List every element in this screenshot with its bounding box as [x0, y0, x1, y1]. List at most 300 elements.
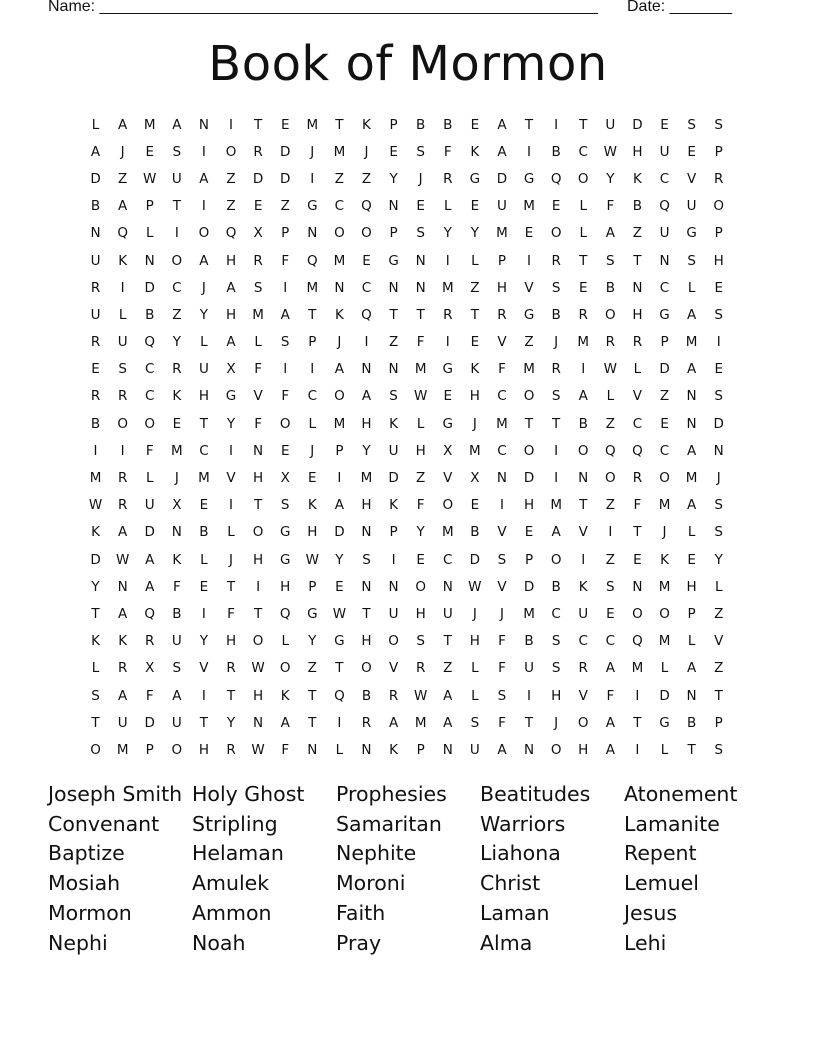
- grid-letter: T: [308, 687, 317, 704]
- grid-letter: O: [334, 388, 345, 405]
- grid-letter: H: [225, 306, 237, 323]
- grid-letter: S: [253, 279, 263, 296]
- grid-letter: P: [145, 741, 154, 758]
- grid-letter: O: [605, 470, 616, 487]
- word-bank-item: Prophesies: [336, 781, 447, 806]
- grid-letter: I: [445, 334, 450, 351]
- grid-letter: P: [389, 225, 398, 242]
- grid-letter: Z: [714, 660, 724, 677]
- grid-letter: J: [662, 524, 667, 541]
- grid-letter: K: [91, 524, 100, 541]
- grid-letter: B: [632, 198, 643, 215]
- grid-letter: I: [527, 252, 532, 269]
- grid-letter: R: [90, 334, 101, 351]
- name-field-label: Name: ________________________________________________________: [48, 0, 598, 15]
- grid-letter: E: [145, 143, 154, 160]
- grid-letter: Q: [605, 442, 616, 459]
- word-bank-item: Lemuel: [624, 871, 699, 896]
- grid-letter: O: [577, 714, 589, 731]
- grid-letter: T: [579, 497, 588, 514]
- grid-letter: O: [659, 605, 670, 622]
- grid-letter: S: [551, 279, 561, 296]
- grid-row: [82, 356, 734, 383]
- grid-letter: R: [578, 660, 588, 677]
- grid-letter: B: [361, 687, 372, 704]
- grid-letter: C: [497, 388, 507, 405]
- grid-letter: N: [144, 252, 155, 269]
- grid-letter: C: [145, 361, 155, 378]
- grid-letter: Z: [416, 470, 426, 487]
- grid-letter: Y: [199, 633, 209, 650]
- grid-letter: Z: [605, 551, 615, 568]
- grid-letter: M: [441, 279, 454, 296]
- grid-letter: E: [633, 551, 642, 568]
- grid-letter: N: [253, 714, 264, 731]
- grid-letter: A: [686, 660, 697, 677]
- grid-letter: A: [226, 279, 236, 296]
- grid-letter: Y: [172, 334, 181, 351]
- grid-letter: T: [91, 605, 100, 622]
- grid-letter: C: [551, 605, 561, 622]
- grid-letter: Q: [279, 605, 291, 622]
- grid-letter: W: [413, 388, 428, 405]
- grid-letter: H: [415, 605, 426, 622]
- grid-letter: H: [361, 497, 372, 514]
- grid-letter: G: [659, 306, 670, 323]
- grid-letter: N: [361, 361, 372, 378]
- grid-letter: R: [117, 497, 128, 514]
- grid-letter: U: [578, 605, 589, 622]
- grid-letter: R: [578, 306, 588, 323]
- grid-row: [82, 655, 734, 682]
- grid-letter: G: [442, 415, 453, 432]
- grid-letter: F: [281, 741, 290, 758]
- grid-letter: I: [229, 442, 233, 459]
- grid-letter: M: [577, 334, 590, 351]
- grid-letter: V: [497, 334, 507, 351]
- grid-letter: E: [470, 116, 480, 133]
- grid-letter: P: [524, 551, 534, 568]
- grid-letter: T: [253, 605, 263, 622]
- grid-letter: M: [658, 578, 671, 595]
- grid-letter: Q: [361, 306, 372, 323]
- grid-letter: T: [91, 714, 100, 731]
- grid-letter: Q: [225, 225, 237, 242]
- grid-letter: A: [90, 143, 101, 160]
- grid-letter: I: [201, 198, 206, 215]
- grid-letter: C: [361, 279, 372, 296]
- grid-letter: V: [226, 470, 236, 487]
- grid-letter: R: [443, 306, 453, 323]
- grid-letter: T: [362, 605, 371, 622]
- grid-letter: T: [308, 306, 317, 323]
- word-bank-item: Convenant: [48, 811, 160, 836]
- grid-letter: B: [443, 116, 453, 133]
- grid-letter: P: [145, 198, 154, 215]
- grid-letter: Z: [605, 415, 615, 432]
- grid-letter: M: [171, 442, 183, 459]
- grid-letter: Q: [550, 170, 562, 187]
- grid-letter: A: [686, 442, 697, 459]
- grid-letter: R: [117, 660, 128, 677]
- grid-letter: G: [469, 170, 481, 187]
- grid-letter: B: [172, 605, 182, 622]
- grid-letter: S: [172, 660, 182, 677]
- grid-letter: T: [335, 660, 344, 677]
- grid-letter: I: [391, 551, 396, 568]
- grid-letter: H: [469, 388, 480, 405]
- grid-letter: D: [144, 279, 155, 296]
- grid-letter: H: [198, 388, 209, 405]
- word-bank-item: Laman: [480, 901, 550, 926]
- grid-letter: C: [659, 170, 670, 187]
- word-bank-item: Joseph Smith: [48, 781, 183, 806]
- grid-letter: U: [686, 198, 697, 215]
- grid-letter: F: [498, 633, 506, 650]
- grid-letter: P: [389, 116, 398, 133]
- word-bank-item: Mormon: [48, 901, 132, 926]
- grid-letter: K: [389, 415, 398, 432]
- grid-letter: K: [632, 170, 642, 187]
- grid-letter: T: [579, 116, 588, 133]
- grid-letter: I: [554, 116, 559, 133]
- grid-letter: C: [659, 279, 670, 296]
- grid-letter: A: [497, 116, 507, 133]
- grid-letter: A: [443, 714, 453, 731]
- word-bank-item: Pray: [336, 930, 382, 955]
- grid-letter: J: [174, 470, 179, 487]
- grid-letter: R: [117, 388, 128, 405]
- grid-letter: F: [633, 497, 642, 514]
- grid-letter: G: [307, 605, 318, 622]
- grid-row: [82, 519, 734, 546]
- grid-letter: R: [551, 252, 561, 269]
- grid-row: [82, 383, 734, 410]
- grid-letter: V: [686, 170, 697, 187]
- grid-letter: A: [172, 116, 182, 133]
- grid-letter: I: [554, 470, 559, 487]
- grid-letter: D: [659, 687, 670, 704]
- grid-letter: Q: [632, 442, 643, 459]
- grid-letter: P: [389, 524, 398, 541]
- grid-letter: A: [199, 252, 209, 269]
- grid-letter: B: [90, 415, 101, 432]
- grid-letter: A: [118, 605, 128, 622]
- grid-letter: R: [415, 660, 426, 677]
- grid-letter: T: [172, 198, 181, 215]
- grid-letter: Z: [470, 279, 480, 296]
- grid-letter: U: [605, 116, 616, 133]
- grid-letter: B: [551, 306, 561, 323]
- grid-letter: E: [389, 143, 398, 160]
- grid-letter: P: [416, 741, 425, 758]
- grid-letter: O: [171, 741, 183, 758]
- grid-letter: U: [659, 143, 670, 160]
- grid-letter: A: [118, 524, 128, 541]
- grid-letter: N: [388, 361, 399, 378]
- grid-letter: L: [145, 470, 154, 487]
- grid-letter: E: [335, 578, 344, 595]
- grid-letter: Y: [226, 415, 236, 432]
- grid-letter: M: [143, 116, 156, 133]
- grid-letter: R: [605, 334, 616, 351]
- grid-letter: I: [581, 361, 586, 378]
- word-bank-item: Lamanite: [624, 811, 720, 836]
- grid-letter: O: [577, 442, 589, 459]
- grid-letter: N: [686, 687, 697, 704]
- word-bank-item: Baptize: [48, 841, 125, 866]
- grid-letter: F: [498, 714, 506, 731]
- grid-letter: M: [685, 470, 698, 487]
- grid-letter: M: [658, 633, 671, 650]
- grid-letter: N: [632, 578, 643, 595]
- grid-letter: P: [714, 143, 723, 160]
- grid-letter: F: [145, 687, 154, 704]
- word-bank-row: [48, 809, 788, 839]
- grid-letter: L: [118, 306, 127, 323]
- grid-letter: A: [497, 741, 507, 758]
- grid-letter: T: [687, 741, 696, 758]
- grid-letter: N: [117, 578, 128, 595]
- grid-letter: J: [554, 334, 559, 351]
- grid-letter: N: [198, 116, 209, 133]
- grid-letter: B: [90, 198, 101, 215]
- grid-letter: W: [603, 143, 617, 160]
- grid-letter: M: [550, 497, 562, 514]
- grid-letter: T: [470, 306, 479, 323]
- grid-letter: U: [659, 225, 670, 242]
- grid-letter: B: [578, 415, 588, 432]
- grid-letter: N: [361, 524, 372, 541]
- grid-letter: V: [253, 388, 263, 405]
- grid-letter: F: [281, 388, 290, 405]
- grid-letter: D: [90, 551, 101, 568]
- grid-letter: L: [714, 578, 723, 595]
- grid-letter: I: [364, 334, 369, 351]
- grid-letter: D: [523, 470, 535, 487]
- grid-letter: H: [225, 633, 237, 650]
- grid-letter: E: [660, 116, 669, 133]
- grid-letter: F: [606, 198, 615, 215]
- grid-letter: E: [280, 442, 290, 459]
- grid-letter: P: [281, 225, 290, 242]
- grid-letter: K: [389, 741, 398, 758]
- grid-letter: T: [579, 252, 588, 269]
- grid-letter: B: [524, 633, 534, 650]
- grid-letter: F: [498, 660, 506, 677]
- grid-letter: T: [714, 687, 723, 704]
- grid-letter: J: [337, 334, 342, 351]
- grid-letter: L: [335, 741, 344, 758]
- grid-letter: M: [306, 279, 319, 296]
- word-bank-item: Nephite: [336, 841, 417, 866]
- grid-letter: D: [496, 170, 508, 187]
- grid-letter: U: [198, 361, 209, 378]
- grid-letter: H: [496, 279, 508, 296]
- grid-letter: U: [524, 660, 534, 677]
- grid-letter: J: [499, 605, 504, 622]
- word-bank-item: Stripling: [192, 811, 278, 836]
- grid-letter: K: [470, 361, 480, 378]
- grid-letter: O: [334, 225, 345, 242]
- grid-letter: S: [118, 361, 127, 378]
- grid-letter: S: [714, 306, 723, 323]
- grid-letter: D: [144, 714, 155, 731]
- grid-letter: N: [442, 741, 453, 758]
- grid-letter: S: [416, 633, 425, 650]
- grid-letter: K: [389, 497, 398, 514]
- grid-letter: J: [229, 551, 233, 568]
- grid-letter: N: [361, 578, 372, 595]
- grid-letter: T: [633, 252, 642, 269]
- grid-letter: M: [496, 415, 508, 432]
- grid-letter: V: [714, 633, 724, 650]
- grid-letter: T: [226, 687, 236, 704]
- grid-letter: T: [443, 633, 452, 650]
- grid-letter: D: [469, 551, 481, 568]
- grid-letter: I: [608, 524, 613, 541]
- grid-letter: K: [578, 578, 588, 595]
- grid-letter: O: [171, 252, 183, 269]
- grid-letter: Y: [199, 306, 209, 323]
- grid-letter: P: [687, 605, 696, 622]
- grid-letter: I: [310, 361, 315, 378]
- grid-letter: N: [388, 198, 399, 215]
- grid-letter: G: [307, 198, 318, 215]
- grid-letter: T: [552, 415, 561, 432]
- word-bank-item: Samaritan: [336, 811, 442, 836]
- grid-letter: W: [251, 741, 265, 758]
- grid-letter: U: [171, 633, 182, 650]
- grid-letter: K: [334, 306, 344, 323]
- grid-letter: W: [88, 497, 103, 514]
- grid-letter: O: [198, 225, 210, 242]
- grid-letter: G: [279, 551, 291, 568]
- grid-letter: S: [470, 714, 480, 731]
- grid-letter: V: [199, 660, 209, 677]
- grid-letter: J: [201, 279, 206, 296]
- grid-letter: N: [388, 578, 399, 595]
- grid-letter: M: [333, 252, 346, 269]
- grid-letter: E: [253, 198, 263, 215]
- grid-letter: H: [225, 252, 237, 269]
- grid-letter: V: [632, 388, 643, 405]
- grid-letter: E: [280, 116, 290, 133]
- grid-letter: E: [470, 334, 480, 351]
- grid-letter: Q: [361, 198, 372, 215]
- grid-letter: N: [686, 415, 697, 432]
- grid-letter: G: [442, 361, 453, 378]
- word-bank-item: Atonement: [624, 781, 738, 806]
- grid-letter: L: [660, 741, 669, 758]
- grid-letter: D: [713, 415, 724, 432]
- grid-letter: H: [523, 497, 535, 514]
- grid-letter: K: [172, 551, 182, 568]
- grid-letter: I: [337, 714, 342, 731]
- grid-letter: S: [389, 388, 398, 405]
- grid-letter: A: [118, 687, 128, 704]
- grid-letter: S: [416, 143, 425, 160]
- grid-letter: E: [524, 225, 534, 242]
- grid-letter: F: [281, 252, 290, 269]
- grid-letter: G: [279, 524, 291, 541]
- grid-letter: G: [523, 170, 535, 187]
- grid-letter: S: [606, 578, 615, 595]
- grid-letter: V: [497, 578, 507, 595]
- grid-letter: A: [578, 388, 588, 405]
- grid-letter: T: [633, 524, 642, 541]
- grid-letter: L: [91, 116, 100, 133]
- grid-letter: I: [445, 252, 450, 269]
- grid-letter: M: [360, 470, 373, 487]
- grid-letter: E: [714, 361, 723, 378]
- grid-letter: D: [523, 578, 535, 595]
- grid-row: [82, 573, 734, 600]
- grid-letter: F: [172, 578, 181, 595]
- grid-letter: E: [362, 252, 371, 269]
- grid-letter: F: [145, 442, 154, 459]
- grid-letter: H: [578, 741, 589, 758]
- grid-row: [82, 628, 734, 655]
- grid-letter: S: [714, 116, 723, 133]
- grid-letter: S: [687, 252, 696, 269]
- grid-letter: M: [631, 660, 644, 677]
- grid-letter: L: [308, 415, 317, 432]
- grid-letter: N: [659, 252, 670, 269]
- grid-letter: X: [280, 470, 290, 487]
- grid-letter: B: [199, 524, 209, 541]
- grid-letter: L: [633, 361, 642, 378]
- word-bank-item: Christ: [480, 871, 541, 896]
- date-field-label: Date: _______: [627, 0, 732, 15]
- grid-letter: C: [334, 198, 345, 215]
- grid-letter: H: [198, 741, 209, 758]
- grid-letter: T: [633, 714, 642, 731]
- grid-letter: V: [388, 660, 399, 677]
- grid-letter: I: [201, 687, 206, 704]
- grid-letter: R: [497, 306, 507, 323]
- grid-row: [82, 600, 734, 627]
- grid-letter: W: [332, 605, 347, 622]
- grid-letter: A: [686, 497, 697, 514]
- grid-letter: T: [253, 116, 263, 133]
- page-title: Book of Mormon: [208, 36, 608, 92]
- grid-letter: N: [442, 578, 453, 595]
- grid-letter: E: [470, 198, 480, 215]
- grid-letter: Y: [389, 170, 398, 187]
- grid-letter: R: [551, 361, 561, 378]
- grid-letter: F: [416, 334, 425, 351]
- grid-letter: L: [471, 252, 479, 269]
- grid-letter: E: [91, 361, 100, 378]
- grid-letter: M: [252, 306, 264, 323]
- grid-letter: T: [524, 116, 534, 133]
- grid-letter: S: [714, 524, 723, 541]
- grid-letter: H: [253, 687, 264, 704]
- grid-letter: R: [714, 170, 724, 187]
- grid-letter: L: [416, 415, 425, 432]
- grid-letter: M: [523, 198, 535, 215]
- grid-row: [82, 437, 734, 464]
- grid-letter: P: [497, 252, 507, 269]
- grid-letter: X: [253, 225, 263, 242]
- grid-letter: D: [659, 361, 670, 378]
- grid-letter: U: [90, 252, 101, 269]
- grid-letter: K: [118, 633, 128, 650]
- header: [48, 0, 748, 20]
- grid-letter: O: [361, 660, 372, 677]
- grid-letter: O: [523, 442, 535, 459]
